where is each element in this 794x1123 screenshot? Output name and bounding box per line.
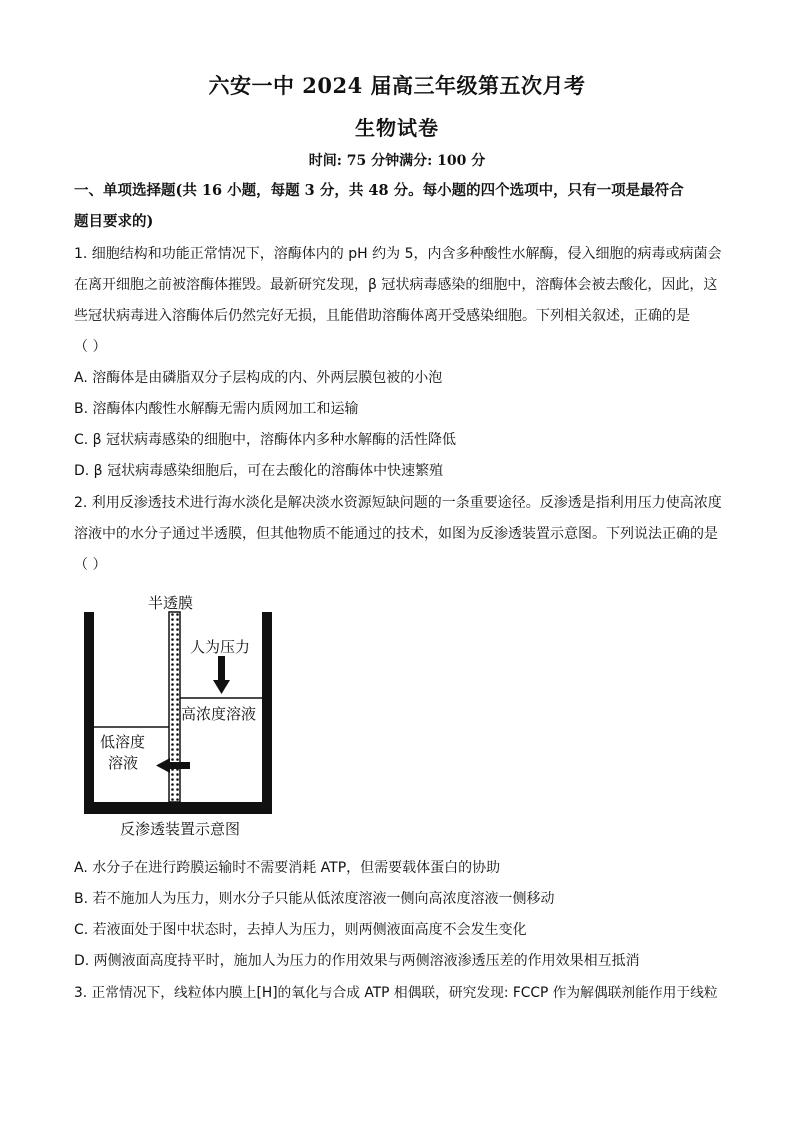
q1-option-d: D. β 冠状病毒感染细胞后，可在去酸化的溶酶体中快速繁殖	[74, 463, 444, 479]
container-left-wall	[84, 612, 94, 814]
q2-stem-line-2: 溶液中的水分子通过半透膜，但其他物质不能通过的技术，如图为反渗透装置示意图。下列说法正确的是	[74, 526, 718, 542]
pressure-arrow-head	[213, 680, 230, 694]
time-score-line: 时间: 75 分钟满分: 100 分	[308, 153, 486, 169]
q2-option-b: B. 若不施加人为压力，则水分子只能从低浓度溶液一侧向高浓度溶液一侧移动	[74, 891, 555, 907]
q3-stem-line-1: 3. 正常情况下，线粒体内膜上[H]的氧化与合成 ATP 相偶联，研究发现: FCCP 作为解偶联剂能作用于线粒	[74, 985, 718, 1001]
q2-stem-line-1: 2. 利用反渗透技术进行海水淡化是解决淡水资源短缺问题的一条重要途径。反渗透是指利用压力使高浓度	[74, 495, 722, 511]
pressure-arrow-shaft	[218, 656, 225, 680]
section-heading: 一、单项选择题(共 16 小题，每题 3 分，共 48 分。每小题的四个选项中，只有一项是最符合	[74, 182, 684, 199]
q1-option-c: C. β 冠状病毒感染的细胞中，溶酶体内多种水解酶的活性降低	[74, 432, 457, 448]
flow-arrow-shaft	[170, 762, 190, 769]
high-concentration-label: 高浓度溶液	[181, 705, 257, 723]
subject-title: 生物试卷	[355, 116, 439, 140]
semipermeable-membrane	[169, 612, 180, 802]
container-right-wall	[262, 612, 272, 814]
membrane-label: 半透膜	[148, 594, 194, 612]
q2-option-d: D. 两侧液面高度持平时，施加人为压力的作用效果与两侧溶液渗透压差的作用效果相互抵消	[74, 953, 640, 969]
container-bottom	[84, 802, 272, 814]
q1-stem-line-3: 些冠状病毒进入溶酶体后仍然完好无损，且能借助溶酶体离开受感染细胞。下列相关叙述，正确的是	[74, 308, 690, 324]
low-concentration-label-1: 低溶度	[100, 733, 146, 751]
exam-title: 六安一中 2024 届高三年级第五次月考	[208, 73, 586, 98]
reverse-osmosis-figure	[80, 592, 280, 842]
figure-caption: 反渗透装置示意图	[120, 820, 241, 838]
flow-arrow-head	[156, 758, 170, 773]
q1-option-b: B. 溶酶体内酸性水解酶无需内质网加工和运输	[74, 401, 359, 417]
section-heading-cont: 题目要求的)	[74, 213, 154, 230]
q1-option-a: A. 溶酶体是由磷脂双分子层构成的内、外两层膜包被的小泡	[74, 370, 443, 386]
q2-option-c: C. 若液面处于图中状态时，去掉人为压力，则两侧液面高度不会发生变化	[74, 922, 527, 938]
q2-answer-blank: （ ）	[74, 557, 107, 573]
q1-stem-line-1: 1. 细胞结构和功能正常情况下，溶酶体内的 pH 约为 5，内含多种酸性水解酶，侵入细胞的病毒或病菌会	[74, 246, 722, 262]
q2-option-a: A. 水分子在进行跨膜运输时不需要消耗 ATP，但需要载体蛋白的协助	[74, 860, 501, 876]
q1-stem-line-2: 在离开细胞之前被溶酶体摧毁。最新研究发现，β 冠状病毒感染的细胞中，溶酶体会被去酸化，因此，这	[74, 277, 718, 293]
pressure-label: 人为压力	[190, 638, 251, 656]
q1-answer-blank: （ ）	[74, 339, 107, 355]
low-concentration-label-2: 溶液	[108, 754, 139, 772]
